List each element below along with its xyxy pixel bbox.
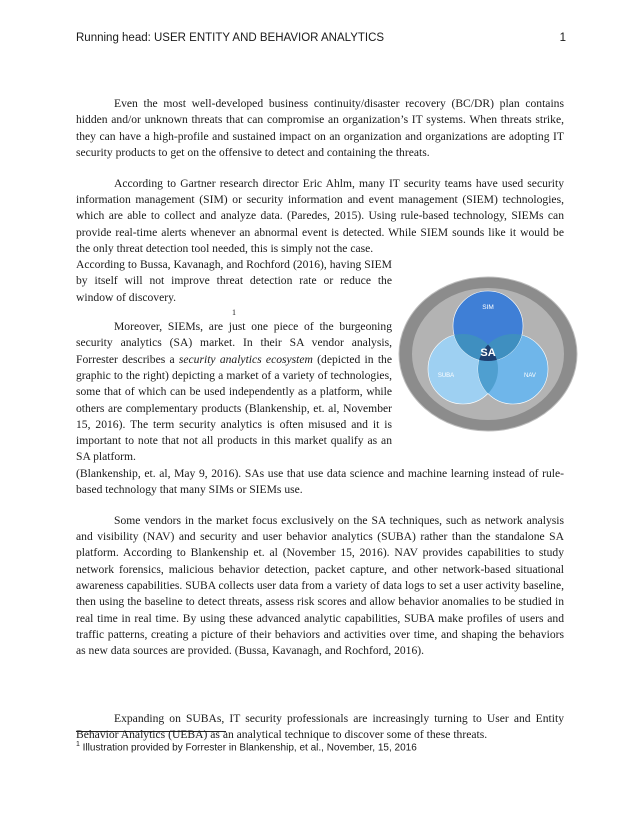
sa-market-text-b: (depicted in the graphic to the right) depicting a market of a variety of technologies, some that of which can be used independently as a platform, while others are complementary products (Blankenship, et. al, November 15, 2016). The term security analytics is often misused and it is important to note that not all products in this market qualify as an SA platform. [76, 352, 392, 464]
sa-ecosystem-diagram [398, 276, 578, 432]
paragraph-sa-market [76, 319, 392, 466]
paragraph-siem: According to Gartner research director Eric Ahlm, many IT security teams have used security information management (SIM) or security information and event management (SIEM) technologies, which are able to collect and analyze data. (Paredes, 2015). Using rule-based technology, SIEMs can provide real-time alerts whenever an abnormal event is detected. While SIEM sounds like it would be the only threat detection tool needed, this is simply not the case. [76, 176, 564, 255]
paragraph-nav-suba: Some vendors in the market focus exclusively on the SA techniques, such as network analysis and visibility (NAV) and security and user behavior analytics (SUBA) rather than the standalone SA platform. According to Blankenship et. al (November 15, 2016). NAV provides capabilities to study network forensics, malicious behavior detection, packet capture, and other network-based situational awareness capabilities. SUBA collects user data from a variety of data logs to set a user activity baseline, then using the baseline to detect threats, assess risk scores and allow behavior anomalies to be studied in real time in real time. By using these advanced analytic capabilities, SUBA make profiles of users and traffic patterns, creating a picture of their behaviors and activities over time, and shaping the behaviors as new data sources are provided. (Bussa, Kavanagh, and Rochford, 2016). [76, 513, 564, 658]
sa-market-text-a: Moreover, SIEMs, are just one piece of the burgeoning security analytics (SA) market. In their SA vendor analysis, Forrester describes a [76, 320, 392, 366]
page-number: 1 [559, 32, 566, 44]
paragraph-ueba: Expanding on SUBAs, IT security professionals are increasingly turning to User and Entity Behavior Analytics (UEBA) as an analytical technique to discover some of these threats. [76, 711, 564, 741]
paragraph-siem-continued: According to Bussa, Kavanagh, and Rochford (2016), having SIEM by itself will not improve threat detection rate or reduce the window of discovery. [76, 258, 392, 304]
running-head: Running head: USER ENTITY AND BEHAVIOR ANALYTICS [76, 32, 385, 44]
venn-diagram [398, 276, 578, 432]
label-nav: NAV [524, 373, 536, 379]
page-header [76, 32, 566, 48]
footnote-divider [76, 731, 226, 732]
sa-ecosystem-italic: security analytics ecosystem [178, 352, 313, 366]
footnote-marker: 1 [76, 741, 80, 748]
footnote-reference: 1 [232, 308, 236, 318]
footnote [76, 738, 564, 754]
paragraph-bcdr: Even the most well-developed business continuity/disaster recovery (BC/DR) plan contains hidden and/or unknown threats that can compromise an organization’s IT systems. When threats strike, they can have a high-profile and sustained impact on an organization and organizations are adopting IT security products to get on the offensive to detect and containing the threats. [76, 97, 564, 159]
footnote-text: Illustration provided by Forrester in Blankenship, et al., November, 15, 2016 [79, 742, 417, 754]
label-sa: SA [480, 347, 496, 359]
label-sim: SIM [482, 304, 494, 311]
paragraph-sa-market-continued: (Blankenship, et. al, May 9, 2016). SAs use that use data science and machine learning instead of rule-based technology that many SIMs or SIEMs use. [76, 466, 564, 497]
label-suba: SUBA [437, 373, 455, 379]
